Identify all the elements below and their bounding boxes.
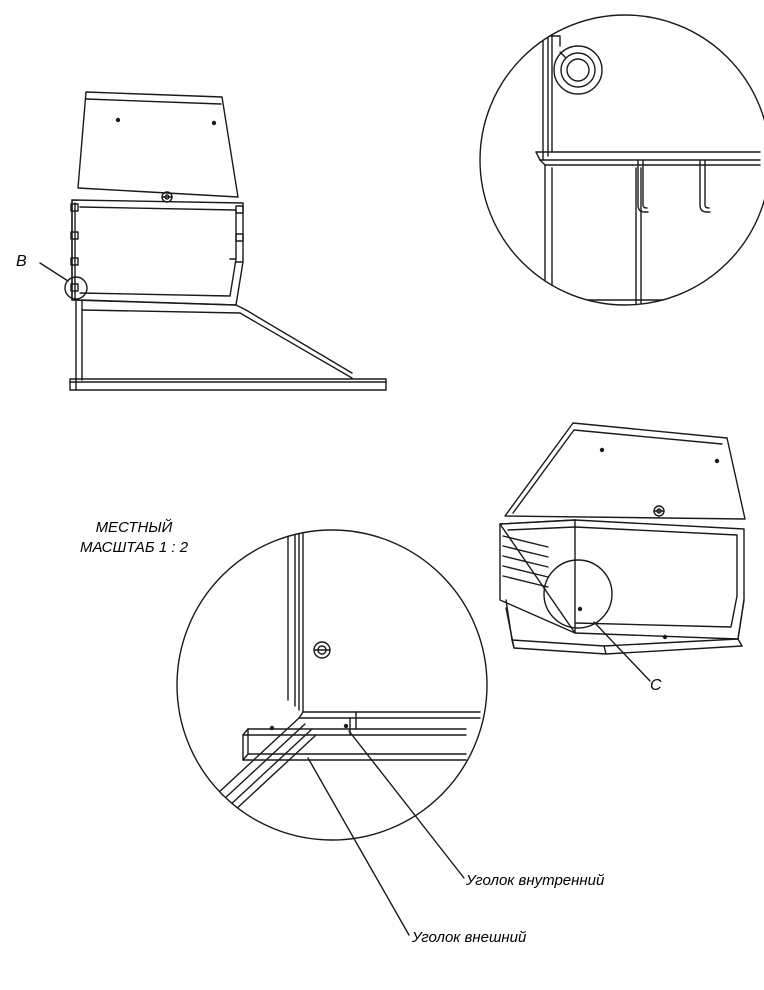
- local-scale-caption-line1: МЕСТНЫЙ: [95, 519, 173, 536]
- annotation-leader-lines: [308, 731, 464, 935]
- detail-c-local-scale-view: [176, 530, 487, 850]
- side-elevation-view: [70, 92, 386, 390]
- isometric-view: [500, 423, 745, 654]
- detail-b-label: B: [16, 253, 27, 270]
- inner-angle-label: Уголок внутренний: [466, 872, 605, 889]
- detail-c-callout: [544, 560, 650, 681]
- outer-angle-label: Уголок внешний: [412, 929, 527, 946]
- local-scale-caption-line2: МАСШТАБ 1 : 2: [79, 539, 189, 556]
- detail-c-label: C: [650, 677, 662, 694]
- detail-b-view: [480, 0, 764, 320]
